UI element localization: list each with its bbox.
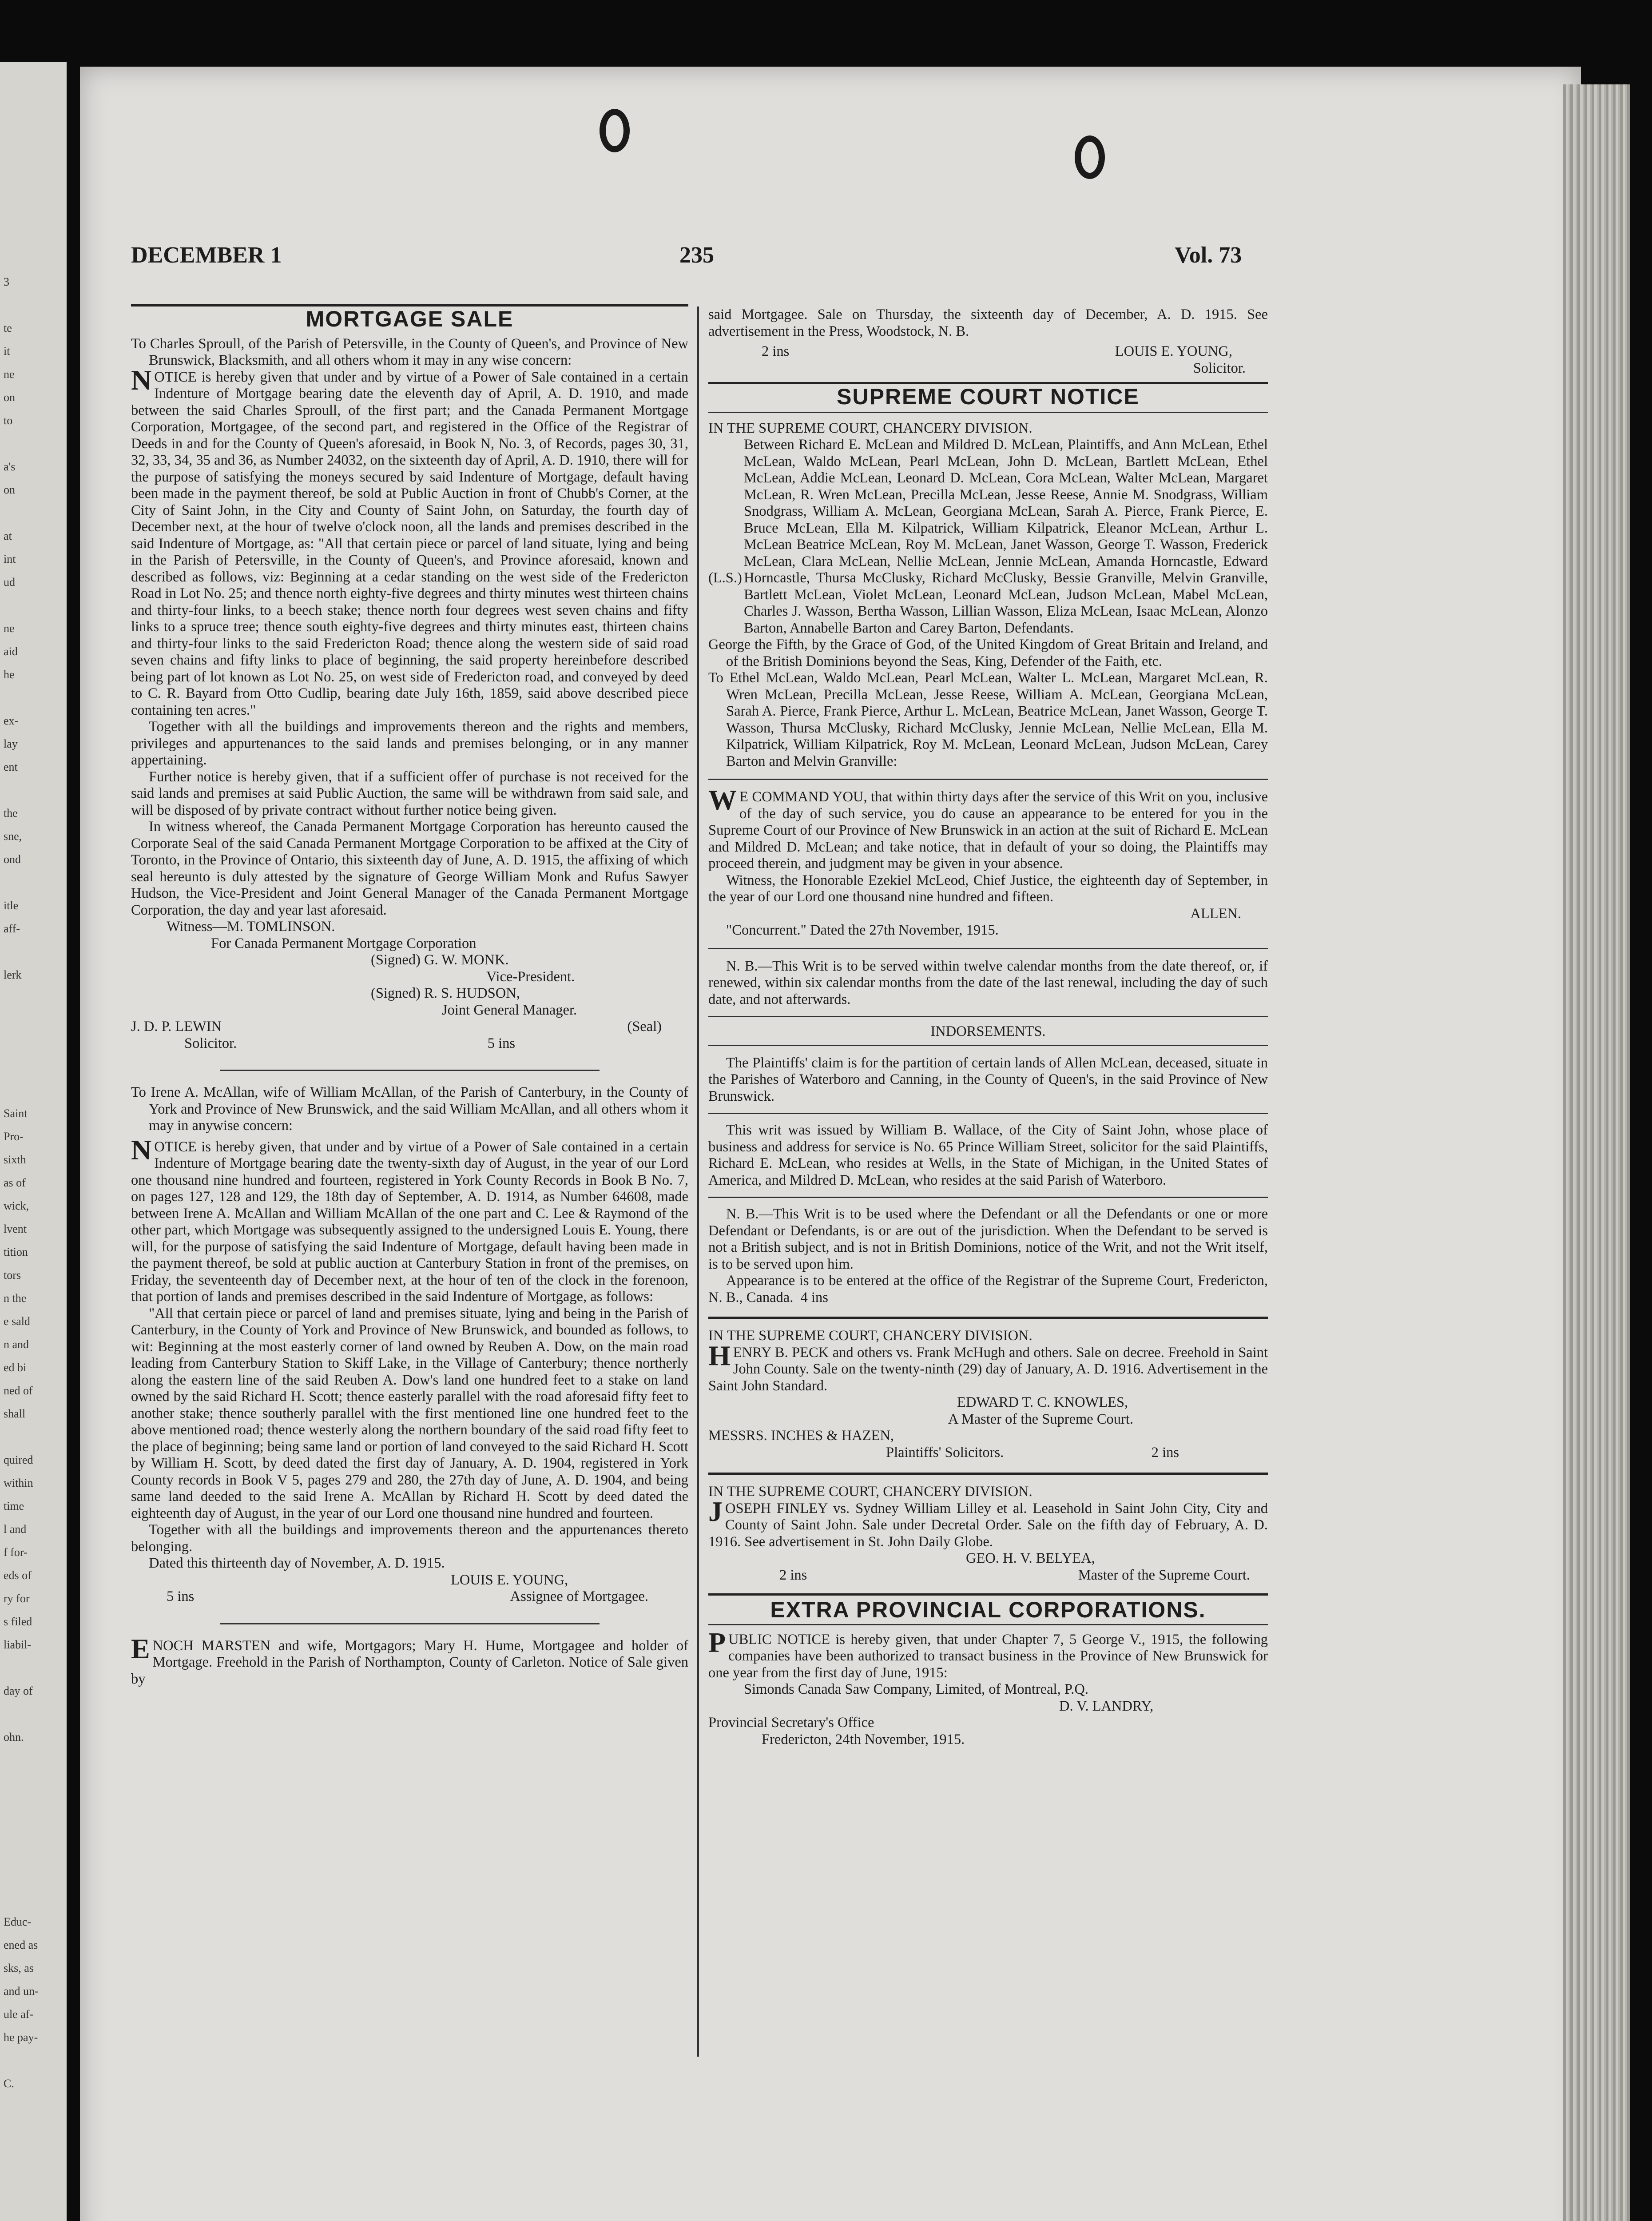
adjacent-page-fragment: Educ-	[4, 1915, 32, 1928]
drop-cap: W	[708, 784, 737, 816]
adjacent-page-fragment: time	[4, 1500, 24, 1513]
adjacent-page-fragment: as of	[4, 1176, 26, 1189]
extra-body-text: UBLIC NOTICE is hereby given, that under Chapter 7, 5 George V., 1915, the following companies have been authorized to transact business in the Province of New Brunswick for one year from the first day of June, 1915:	[708, 1631, 1268, 1681]
mortgage1-vp: Vice-President.	[486, 968, 575, 985]
mortgage1-witness: Witness—M. TOMLINSON.	[167, 919, 335, 935]
rule	[708, 1317, 1268, 1319]
adjacent-page-fragment: ned of	[4, 1384, 33, 1397]
adjacent-page-fragment: ule af-	[4, 2008, 34, 2021]
adjacent-page-fragment: e sald	[4, 1315, 30, 1328]
adjacent-page-fragment: day of	[4, 1684, 33, 1697]
adjacent-page-fragment: sks, as	[4, 1962, 34, 1974]
adjacent-page-fragment: quired	[4, 1453, 33, 1466]
adjacent-page-fragment: n the	[4, 1292, 27, 1305]
adjacent-page-fragment: n and	[4, 1338, 29, 1351]
supreme-between-block	[708, 437, 1268, 637]
adjacent-page-fragment: tors	[4, 1269, 21, 1282]
adjacent-page-fragment: it	[4, 345, 10, 358]
left-column	[131, 304, 688, 1688]
drop-cap: P	[708, 1626, 726, 1658]
extra-body	[708, 1626, 1268, 1682]
adjacent-page-fragment: a's	[4, 460, 16, 473]
drop-cap: J	[708, 1495, 723, 1527]
adjacent-page-fragment: at	[4, 529, 12, 542]
supreme-claim: The Plaintiffs' claim is for the partition of certain lands of Allen McLean, deceased, situate in the Parishes of Waterboro and Canning, in the County of Queen's, in the said Province of New Brunswick.	[708, 1055, 1268, 1104]
mortgage1-seal: (Seal)	[627, 1019, 662, 1035]
adjacent-page-fragment: on	[4, 483, 15, 496]
mortgage2-body	[131, 1134, 688, 1306]
adjacent-page-fragment: itle	[4, 899, 19, 912]
peck-master: EDWARD T. C. KNOWLES,	[957, 1394, 1128, 1410]
mortgage2-p2: "All that certain piece or parcel of land and premises situate, lying and being in the Parish of Canterbury, in the County of York and Province of New Brunswick, and bounded as follows, to wit: Beginning at the most easterly corner of land owned by Reuben A. Dow, on the main road leading from Canterbury Station to Skiff Lake, in the Village of Canterbury; thence northerly along the eastern line of the said Reuben A. Dow's land one hundred feet to a stake on land owned by the said Richard H. Scott; thence easterly parallel with the road aforesaid fifty feet to another stake; thence southerly parallel with the first mentioned line one hundred feet to the above mentioned road; thence westerly along the northern boundary of the said road fifty feet to the place of beginning; being same land or portion of land conveyed to the said Richard H. Scott by William H. Scott, by deed dated the first day of January, A. D. 1904, registered in York County records in Book V 5, pages 279 and 280, the 27th day of June, A. D. 1904, and being same land deeded to the said Irene A. McAllan by Richard H. Scott by deed dated the eighteenth day of August, in the year of our Lord one thousand nine hundred and fourteen.	[131, 1305, 688, 1521]
mortgage2-signer: LOUIS E. YOUNG,	[451, 1572, 568, 1588]
rule	[708, 779, 1268, 780]
mortgage1-body-text: OTICE is hereby given that under and by virtue of a Power of Sale contained in a certain Indenture of Mortgage bearing date the eleventh day of April, A. D. 1910, and made between the said Charles Sproull, of the first part; and the Canada Permanent Mortgage Corporation, Mortgagee, of the second part, and registered in the Office of the Registrar of Deeds in and for the County of Queen's aforesaid, in Book N, No. 3, of Records, pages 30, 31, 32, 33, 34, 35 and 36, as Number 24032, on the sixteenth day of April, A. D. 1910, there will for the purpose of satisfying the moneys secured by said Indenture of Mortgage, default having been made in the payment thereof, be sold at Public Auction in front of Chubb's Corner, at the City of Saint John, in the City and County of Saint John, on Saturday, the fourth day of December next, at the hour of twelve o'clock noon, all the lands and premises described in the said Indenture of Mortgage, as: "All that certain piece or parcel of land situate, lying and being in the Parish of Petersville, in the County of Queen's, and Province aforesaid, known and described as follows, viz: Beginning at a cedar standing on the west side of the Fredericton Road in Lot No. 25; and thence north eighty-five degrees and thirty minutes west thirteen chains and thirty-four links, to a beech stake; thence north four degrees west seven chains and fifty links to a spruce tree; thence south eighty-five degrees and thirty minutes east, thirteen chains and thirty-four links to the said Fredericton Road; thence along the western side of said road seven chains and fifty links to place of beginning, the said property hereinbefore described being part of lot known as Lot No. 25, on west side of Fredericton road, and conveyed by deed to C. R. Bayard from Otto Cudlip, bearing date July 16th, 1859, said above described piece containing ten acres."	[131, 369, 688, 718]
extra-office: Provincial Secretary's Office	[708, 1715, 874, 1731]
page-stack-edge	[1563, 84, 1630, 2221]
adjacent-page-fragment: aid	[4, 645, 18, 658]
finley-master: GEO. H. V. BELYEA,	[966, 1550, 1095, 1566]
rule	[708, 1197, 1268, 1198]
adjacent-page-fragment: lvent	[4, 1222, 27, 1235]
peck-solicitors: MESSRS. INCHES & HAZEN,	[708, 1428, 894, 1444]
supreme-allen: ALLEN.	[1190, 905, 1241, 922]
adjacent-page-fragment: Pro-	[4, 1130, 24, 1143]
mortgage2-signer-title: Assignee of Mortgagee.	[510, 1588, 648, 1604]
mortgage1-p2: Together with all the buildings and improvements thereon and the rights and members, privileges and appurtenances to the said lands and premises belonging, or in any manner appertaining.	[131, 719, 688, 768]
rule	[708, 1016, 1268, 1017]
drop-cap: N	[131, 1134, 152, 1166]
adjacent-page-fragment: Saint	[4, 1107, 28, 1120]
adjacent-page-fragment: ed bi	[4, 1361, 27, 1374]
mortgage1-signed2: (Signed) R. S. HUDSON,	[371, 985, 520, 1001]
mortgage1-for-corp: For Canada Permanent Mortgage Corporation	[211, 935, 477, 951]
mortgage1-p4: In witness whereof, the Canada Permanent Mortgage Corporation has hereunto caused the Corporate Seal of the said Canada Permanent Mortgage Corporation to be affixed at the City of Toronto, in the Province of Ontario, this sixteenth day of June, A. D. 1915, the affixing of which seal hereunto is duly attested by the signature of George William Monk and Rufus Sawyer Hudson, the Vice-President and Joint General Manager of the Canada Permanent Mortgage Corporation, the day and year last aforesaid.	[131, 819, 688, 918]
rule	[708, 1045, 1268, 1046]
adjacent-page-fragment: liabil-	[4, 1638, 32, 1651]
finley-court: IN THE SUPREME COURT, CHANCERY DIVISION.	[708, 1484, 1032, 1500]
adjacent-page-fragment: sixth	[4, 1153, 26, 1166]
extra-signer: D. V. LANDRY,	[1059, 1698, 1154, 1714]
extra-provincial-title: EXTRA PROVINCIAL CORPORATIONS.	[770, 1597, 1206, 1622]
extra-company: Simonds Canada Saw Company, Limited, of Montreal, P.Q.	[744, 1681, 1089, 1697]
adjacent-page-fragment: tition	[4, 1246, 28, 1258]
adjacent-page-fragment: the	[4, 807, 18, 820]
finley-ins: 2 ins	[779, 1567, 807, 1583]
peck-ins: 2 ins	[1151, 1444, 1179, 1461]
adjacent-page-fragment: on	[4, 391, 15, 404]
adjacent-page-fragment: he	[4, 668, 15, 681]
adjacent-page-fragment: to	[4, 414, 13, 427]
peck-court: IN THE SUPREME COURT, CHANCERY DIVISION.	[708, 1328, 1032, 1344]
column-divider	[697, 306, 699, 2057]
adjacent-page-fragment: ne	[4, 622, 15, 635]
adjacent-page-fragment: ne	[4, 368, 15, 381]
rule	[708, 1593, 1268, 1596]
adjacent-page-fragment: he pay-	[4, 2031, 38, 2044]
seal-ls: (L.S.)	[708, 570, 742, 586]
mortgage1-signed1: (Signed) G. W. MONK.	[371, 952, 509, 968]
mortgage3-body-text: NOCH MARSTEN and wife, Mortgagors; Mary H. Hume, Mortgagee and holder of Mortgage. Freehold in the Parish of Northampton, County of Carleton. Notice of Sale given by	[131, 1637, 688, 1687]
mortgage3-ins: 2 ins	[762, 343, 790, 359]
adjacent-page-fragment: lay	[4, 737, 18, 750]
adjacent-page-fragment: s filed	[4, 1615, 32, 1628]
adjacent-page-fragment: within	[4, 1477, 33, 1489]
supreme-witness: Witness, the Honorable Ezekiel McLeod, Chief Justice, the eighteenth day of September, in the year of our Lord one thousand nine hundred and fifteen.	[708, 872, 1268, 905]
binding-hole-left	[600, 109, 630, 152]
adjacent-page-fragment: ud	[4, 576, 15, 589]
rule	[708, 1624, 1268, 1625]
mortgage3-continued: said Mortgagee. Sale on Thursday, the sixteenth day of December, A. D. 1915. See advertisement in the Press, Woodstock, N. B.	[708, 306, 1268, 339]
finley-body	[708, 1495, 1268, 1551]
supreme-court-title: SUPREME COURT NOTICE	[837, 384, 1140, 409]
mortgage2-p3: Together with all the buildings and improvements thereon and the appurtenances thereto belonging.	[131, 1522, 688, 1555]
header-page-number: 235	[679, 243, 714, 268]
rule	[220, 1070, 600, 1071]
supreme-george: George the Fifth, by the Grace of God, of the United Kingdom of Great Britain and Ireland, and of the British Dominions beyond the Seas, King, Defender of the Faith, etc.	[708, 637, 1268, 669]
adjacent-page-fragment: l and	[4, 1523, 27, 1536]
mortgage-sale-title: MORTGAGE SALE	[306, 306, 514, 331]
supreme-between: Between Richard E. McLean and Mildred D. McLean, Plaintiffs, and Ann McLean, Ethel McLean, Waldo McLean, Pearl McLean, John D. McLean, Bartlett McLean, Ethel McLean, Addie McLean, Leonard D. McLean, Cora McLean, Walter McLean, Margaret McLean, R. Wren McLean, Precilla McLean, Jesse Reese, Annie M. Snodgrass, William Snodgrass, William A. McLean, Georgiana McLean, Sarah A. Pierce, Frank Pierce, E. Bruce McLean, Ella M. Kilpatrick, William Kilpatrick, Eleanor McLean, Arthur L. McLean Beatrice McLean, Roy M. McLean, Janet Wasson, George T. Wasson, Frederick McLean, Clara McLean, Nellie McLean, Jennie McLean, Amanda Horncastle, Edward Horncastle, Thursa McClusky, Richard McClusky, Bessie Granville, Melvin Granville, Bartlett McLean, Violet McLean, Leonard McLean, Judson McLean, Mabel McLean, Charles J. Wasson, Bertha Wasson, Lillian Wasson, Eliza McLean, Isaac McLean, Alonzo Barton, Annabelle Barton and Carey Barton, Defendants.	[744, 437, 1268, 636]
rule	[708, 1113, 1268, 1114]
supreme-nb1: N. B.—This Writ is to be served within twelve calendar months from the date thereof, or, if renewed, within six calendar months from the date of the last renewal, including the day of such date, and not afterwards.	[708, 958, 1268, 1007]
mortgage1-solicitor-row	[131, 1035, 688, 1052]
peck-row	[708, 1445, 1268, 1461]
drop-cap: N	[131, 364, 152, 396]
mortgage3-row	[708, 343, 1268, 360]
mortgage3-signer-title: Solicitor.	[1193, 360, 1246, 376]
header-date: DECEMBER 1	[131, 243, 282, 268]
supreme-issued: This writ was issued by William B. Wallace, of the City of Saint John, whose place of business and address for service is No. 65 Prince William Street, solicitor for the said Plaintiffs, Richard E. McLean, who resides at Wells, in the State of Michigan, in the United States of America, and Mildred D. McLean, who resides at the said Parish of Waterboro.	[708, 1122, 1268, 1188]
peck-body	[708, 1339, 1268, 1395]
adjacent-page-fragment: ry for	[4, 1592, 30, 1605]
adjacent-page-fragment: ex-	[4, 714, 19, 727]
peck-master-title: A Master of the Supreme Court.	[948, 1411, 1134, 1427]
supreme-appearance	[708, 1273, 1268, 1306]
drop-cap: H	[708, 1339, 731, 1371]
mortgage1-solicitor-title: Solicitor.	[184, 1035, 237, 1051]
adjacent-page-fragment: int	[4, 553, 16, 565]
adjacent-page-fragment: shall	[4, 1407, 26, 1420]
mortgage2-p4: Dated this thirteenth day of November, A. D. 1915.	[149, 1555, 445, 1571]
mortgage3-signer: LOUIS E. YOUNG,	[1115, 343, 1232, 359]
rule	[220, 1623, 600, 1624]
supreme-command-text: E COMMAND YOU, that within thirty days after the service of this Writ on you, inclusive of the day of such service, you do cause an appearance to be entered for you in the Supreme Court of our Province of New Brunswick in an action at the suit of Richard E. McLean and Mildred D. McLean; and take notice, that in default of your so doing, the Plaintiffs may proceed therein, and judgment may be given in your absence.	[708, 789, 1268, 872]
mortgage2-signer-row	[131, 1588, 688, 1605]
adjacent-page-fragment: lerk	[4, 968, 22, 981]
adjacent-page-fragment: C.	[4, 2077, 14, 2090]
mortgage1-jgm: Joint General Manager.	[442, 1002, 577, 1018]
right-column	[708, 306, 1268, 1748]
supreme-command	[708, 784, 1268, 872]
mortgage2-body-text: OTICE is hereby given, that under and by virtue of a Power of Sale contained in a certain Indenture of Mortgage bearing date the twenty-sixth day of August, in the year of our Lord one thousand nine hundred and fourteen, registered in York County Records in Book B No. 7, on pages 127, 128 and 129, the 18th day of September, A. D. 1914, as Number 64608, made between Irene A. McAllan and William McAllan of the one part and C. Lee & Raymond of the other part, which Mortgage was subsequently assigned to the undersigned Louis E. Young, there will, for the purpose of satisfying the said Indenture of Mortgage, default having been made in the payment thereof, be sold at public auction at Canterbury Station in front of the premises, on Friday, the seventeenth day of December next, at the hour of ten of the clock in the forenoon, that portion of lands and premises described in the said Indenture of Mortgage, as follows:	[131, 1138, 688, 1305]
mortgage1-p3: Further notice is hereby given, that if a sufficient offer of purchase is not received for the said lands and premises at said Public Auction, the same will be withdrawn from said sale, and will be disposed of by private contract without further notice being given.	[131, 768, 688, 818]
finley-body-text: OSEPH FINLEY vs. Sydney William Lilley et al. Leasehold in Saint John City, City and County of Saint John. Sale under Decretal Order. Sale on the fifth day of February, A. D. 1916. See advertisement in St. John Daily Globe.	[708, 1500, 1268, 1550]
drop-cap: E	[131, 1632, 150, 1664]
mortgage1-solicitor-name: J. D. P. LEWIN	[131, 1019, 222, 1035]
extra-place: Fredericton, 24th November, 1915.	[762, 1731, 965, 1747]
mortgage2-ins: 5 ins	[167, 1588, 195, 1604]
finley-master-title: Master of the Supreme Court.	[1078, 1567, 1250, 1583]
rule	[708, 1473, 1268, 1475]
supreme-appearance-text: Appearance is to be entered at the office of the Registrar of the Supreme Court, Fredericton, N. B., Canada.	[708, 1273, 1268, 1306]
adjacent-page-fragment: te	[4, 322, 12, 334]
supreme-to: To Ethel McLean, Waldo McLean, Pearl McLean, Walter L. McLean, Margaret McLean, R. Wren McLean, Precilla McLean, Jesse Reese, William A. McLean, Georgiana McLean, Sarah A. Pierce, Frank Pierce, Arthur L. McLean, Beatrice McLean, Janet Wasson, George T. Wasson, Thursa McClusky, Richard McClusky, Jennie McLean, Nellie McLean, Ella M. Kilpatrick, William Kilpatrick, Roy M. McLean, Leonard McLean, Judson McLean, Carey Barton and Melvin Granville:	[708, 670, 1268, 769]
supreme-indorsements: INDORSEMENTS.	[930, 1023, 1046, 1039]
adjacent-page-fragment: f for-	[4, 1546, 28, 1559]
supreme-concurrent: "Concurrent." Dated the 27th November, 1915.	[726, 922, 999, 938]
mortgage1-ins: 5 ins	[487, 1035, 515, 1051]
mortgage1-solicitor-line	[131, 1019, 688, 1035]
adjacent-page-strip	[0, 62, 67, 2221]
adjacent-page-fragment: ent	[4, 760, 18, 773]
adjacent-page-fragment: sne,	[4, 830, 22, 843]
adjacent-page-fragment: aff-	[4, 922, 20, 935]
mortgage2-address: To Irene A. McAllan, wife of William McAllan, of the Parish of Canterbury, in the County of York and Province of New Brunswick, and the said William McAllan, and all others whom it may in anywise concern:	[131, 1084, 688, 1134]
supreme-nb2: N. B.—This Writ is to be used where the Defendant or all the Defendants or one or more Defendant or Defendants, is or are out of the jurisdiction. When the Defendant to be served is not a British subject, and is not in British Dominions, notice of the Writ, and not the Writ itself, is to be served upon him.	[708, 1206, 1268, 1272]
peck-body-text: ENRY B. PECK and others vs. Frank McHugh and others. Sale on decree. Freehold in Saint John County. Sale on the twenty-ninth (29) day of January, A. D. 1916. Advertisement in the Saint John Standard.	[708, 1344, 1268, 1394]
rule	[708, 412, 1268, 413]
adjacent-page-fragment: 3	[4, 275, 9, 288]
peck-sol-title: Plaintiffs' Solicitors.	[886, 1444, 1004, 1461]
finley-row	[708, 1567, 1268, 1584]
mortgage1-body	[131, 364, 688, 719]
supreme-ins: 4 ins	[800, 1289, 828, 1306]
adjacent-page-fragment: ened as	[4, 1938, 38, 1951]
adjacent-page-fragment: wick,	[4, 1199, 29, 1212]
rule	[708, 948, 1268, 949]
header-volume: Vol. 73	[1175, 243, 1242, 268]
supreme-court-line: IN THE SUPREME COURT, CHANCERY DIVISION.	[708, 420, 1032, 436]
mortgage3-body	[131, 1632, 688, 1688]
adjacent-page-fragment: ohn.	[4, 1731, 24, 1743]
binding-hole-right	[1075, 135, 1105, 179]
mortgage1-address: To Charles Sproull, of the Parish of Petersville, in the County of Queen's, and Province of New Brunswick, Blacksmith, and all others whom it may in any wise concern:	[131, 335, 688, 368]
adjacent-page-fragment: and un-	[4, 1985, 39, 1998]
adjacent-page-fragment: eds of	[4, 1569, 32, 1582]
adjacent-page-fragment: ond	[4, 853, 21, 866]
